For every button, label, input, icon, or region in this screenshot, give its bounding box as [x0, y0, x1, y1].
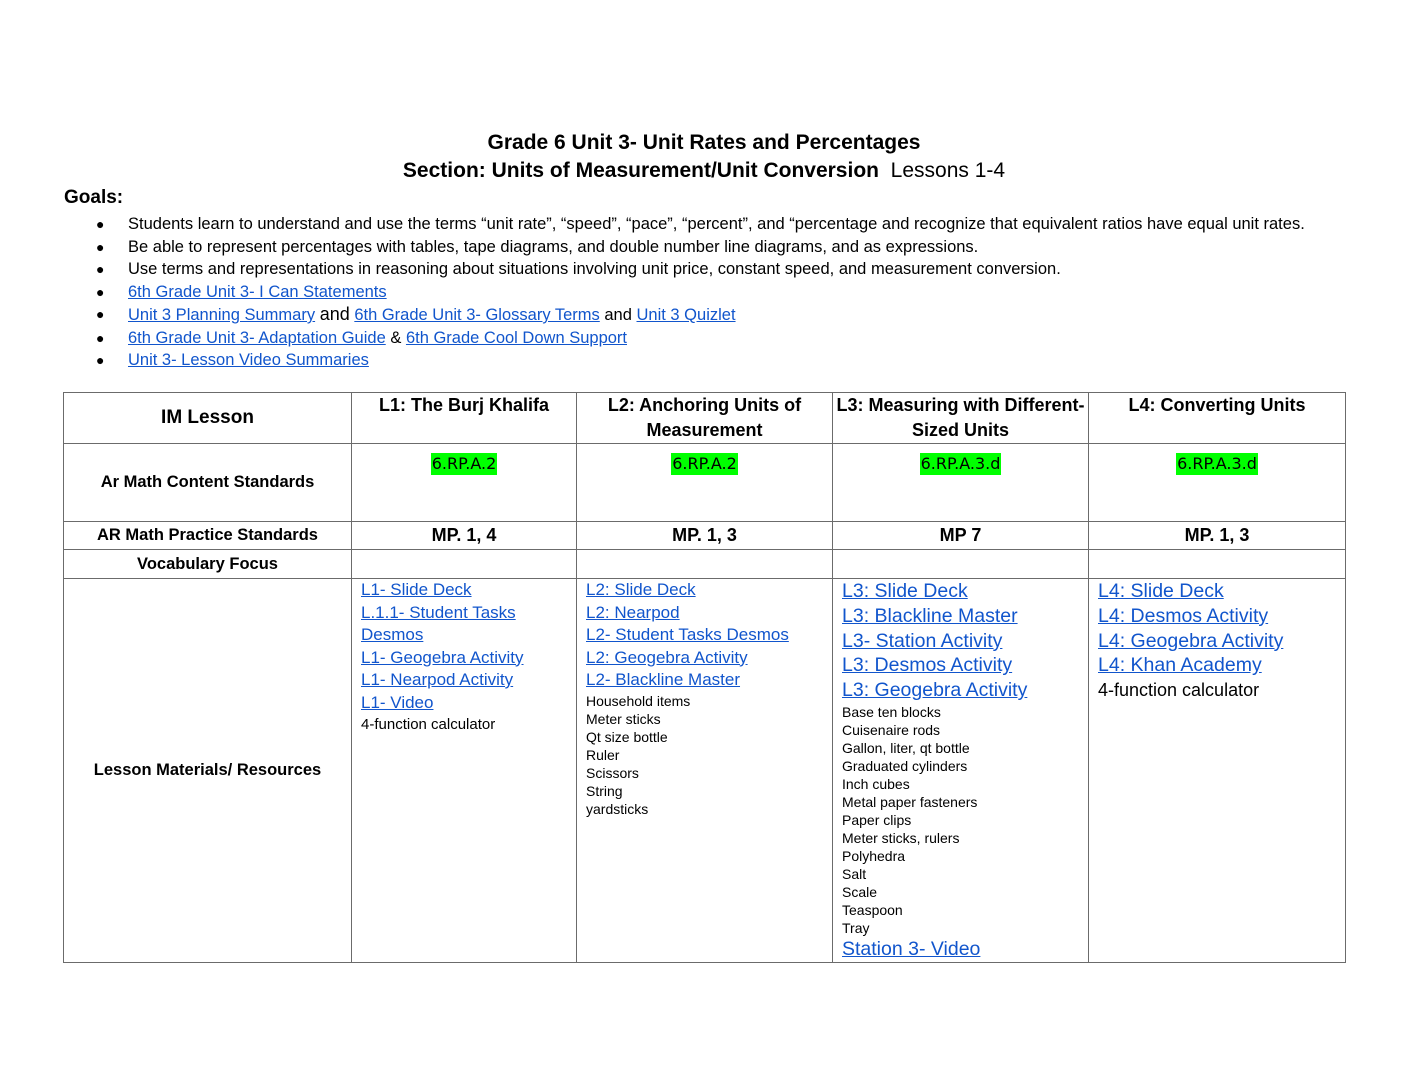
material-item: Paper clips — [842, 811, 912, 828]
resource-link[interactable]: L2: Nearpod — [586, 602, 680, 622]
cool-down-support-link[interactable]: 6th Grade Cool Down Support — [405, 328, 627, 347]
material-item: Gallon, liter, qt bottle — [842, 739, 970, 756]
material-item: Qt size bottle — [586, 728, 668, 745]
resource-link[interactable]: L2- Student Tasks Desmos — [586, 625, 789, 644]
goal-item — [94, 281, 1344, 304]
practice-standard-cell: MP. 1, 3 — [577, 522, 833, 550]
material-item: Base ten blocks — [842, 703, 941, 720]
table-row — [64, 522, 1346, 550]
material-item: String — [586, 782, 623, 799]
material-item: yardsticks — [586, 800, 649, 817]
material-item: Scale — [842, 883, 878, 900]
standard-cell — [833, 444, 1089, 522]
materials-cell-l1 — [352, 579, 577, 963]
materials-cell-l2 — [577, 579, 833, 963]
row-label-materials: Lesson Materials/ Resources — [64, 579, 352, 963]
material-item: Inch cubes — [842, 775, 910, 792]
section-title-bold: Section: Units of Measurement/Unit Conversion — [402, 159, 879, 182]
bullet-icon: ● — [96, 352, 105, 368]
material-item: 4-function calculator — [1098, 680, 1260, 701]
material-item: Graduated cylinders — [842, 757, 968, 774]
goals-list — [94, 213, 1344, 372]
bullet-icon: ● — [96, 306, 105, 322]
vocab-cell — [1089, 550, 1346, 579]
table-row — [64, 393, 1346, 444]
material-item: Polyhedra — [842, 847, 906, 864]
goals-heading: Goals: — [64, 187, 124, 208]
glossary-terms-link[interactable]: 6th Grade Unit 3- Glossary Terms — [354, 306, 600, 324]
materials-cell-l4 — [1089, 579, 1346, 963]
row-label-practice-standards: AR Math Practice Standards — [64, 522, 352, 550]
resource-link[interactable]: L3: Blackline Master — [842, 604, 1018, 627]
lesson-title-l1: L1: The Burj Khalifa — [352, 393, 577, 444]
standard-cell — [577, 444, 833, 522]
vocab-cell — [577, 550, 833, 579]
resource-link[interactable]: L1- Nearpod Activity — [361, 670, 514, 689]
adaptation-guide-link[interactable]: 6th Grade Unit 3- Adaptation Guide — [128, 328, 386, 347]
standard-badge: 6.RP.A.2 — [672, 454, 737, 473]
goal-item: ● Use terms and representations in reasoning about situations involving unit price, constant speed, and measurement conversion. — [94, 258, 1344, 281]
material-item: Ruler — [586, 746, 620, 763]
bullet-icon: ● — [96, 238, 105, 255]
table-row — [64, 579, 1346, 963]
material-item: Meter sticks, rulers — [842, 829, 960, 846]
vocab-cell — [833, 550, 1089, 579]
lesson-title-l2: L2: Anchoring Units of Measurement — [577, 393, 833, 444]
quizlet-link[interactable]: Unit 3 Quizlet — [636, 306, 736, 324]
resource-link[interactable]: L1- Slide Deck — [361, 580, 472, 599]
goal-item: ● Be able to represent percentages with tables, tape diagrams, and double number line diagrams, and as expressions. — [94, 236, 1344, 259]
lesson-title-l3: L3: Measuring with Different-Sized Units — [833, 393, 1089, 444]
row-label-content-standards: Ar Math Content Standards — [64, 444, 352, 522]
goal-item — [94, 303, 1344, 327]
row-label-vocabulary: Vocabulary Focus — [64, 550, 352, 579]
material-item: Meter sticks — [586, 710, 661, 727]
document-title: Grade 6 Unit 3- Unit Rates and Percentages — [487, 131, 921, 154]
resource-link[interactable]: L3: Slide Deck — [842, 580, 968, 602]
section-lessons: Lessons 1-4 — [890, 159, 1006, 182]
resource-link[interactable]: L2: Geogebra Activity — [586, 647, 748, 667]
lesson-plan-table — [63, 392, 1346, 963]
bullet-icon: ● — [96, 329, 105, 346]
resource-link[interactable]: L3: Geogebra Activity — [842, 679, 1028, 702]
resource-link[interactable]: L2: Slide Deck — [586, 580, 696, 599]
resource-link[interactable]: L2- Blackline Master — [586, 670, 741, 689]
resource-link[interactable]: L4: Desmos Activity — [1098, 604, 1269, 627]
practice-standard-cell: MP 7 — [833, 522, 1089, 550]
resource-link[interactable]: L4: Khan Academy — [1098, 654, 1262, 677]
resource-link[interactable]: L4: Geogebra Activity — [1098, 629, 1284, 652]
standard-badge: 6.RP.A.2 — [431, 454, 497, 473]
resource-link[interactable]: L1- Geogebra Activity — [361, 647, 524, 667]
material-item: Cuisenaire rods — [842, 721, 941, 738]
bullet-icon: ● — [96, 283, 105, 300]
practice-standard-cell: MP. 1, 4 — [352, 522, 577, 550]
lesson-video-summaries-link[interactable]: Unit 3- Lesson Video Summaries — [128, 351, 369, 369]
standard-badge: 6.RP.A.3.d — [1177, 454, 1257, 473]
lesson-title-l4: L4: Converting Units — [1089, 393, 1346, 444]
material-item: Household items — [586, 692, 691, 709]
table-row — [64, 550, 1346, 579]
station-video-link[interactable]: Station 3- Video — [842, 937, 981, 960]
and-text: and — [604, 306, 632, 324]
row-label-im-lesson: IM Lesson — [64, 393, 352, 444]
section-title — [0, 157, 1408, 185]
ampersand-text: & — [390, 328, 402, 347]
standard-cell — [352, 444, 577, 522]
material-item: 4-function calculator — [361, 716, 496, 733]
standard-cell — [1089, 444, 1346, 522]
materials-cell-l3 — [833, 579, 1089, 963]
bullet-icon: ● — [96, 216, 105, 232]
resource-link[interactable]: L1- Video — [361, 692, 434, 712]
goal-item — [94, 327, 1344, 350]
bullet-icon: ● — [96, 261, 105, 277]
and-text: and — [319, 304, 350, 324]
resource-link[interactable]: L3- Station Activity — [842, 629, 1003, 652]
planning-summary-link[interactable]: Unit 3 Planning Summary — [128, 306, 316, 324]
i-can-statements-link[interactable]: 6th Grade Unit 3- I Can Statements — [128, 282, 387, 301]
resource-link[interactable]: L.1.1- Student Tasks Desmos — [361, 602, 516, 644]
standard-badge: 6.RP.A.3.d — [920, 454, 1001, 473]
material-item: Metal paper fasteners — [842, 793, 978, 810]
table-row — [64, 444, 1346, 522]
material-item: Scissors — [586, 764, 639, 781]
material-item: Teaspoon — [842, 901, 903, 918]
goal-item: ● Students learn to understand and use the terms “unit rate”, “speed”, “pace”, “percent”, and “percentage and recognize that equivalent ratios have equal unit rates. — [94, 213, 1344, 236]
material-item: Tray — [842, 919, 870, 936]
resource-link[interactable]: L4: Slide Deck — [1098, 580, 1224, 602]
material-item: Salt — [842, 865, 867, 882]
goal-item — [94, 349, 1344, 372]
resource-link[interactable]: L3: Desmos Activity — [842, 654, 1013, 677]
vocab-cell — [352, 550, 577, 579]
practice-standard-cell: MP. 1, 3 — [1089, 522, 1346, 550]
